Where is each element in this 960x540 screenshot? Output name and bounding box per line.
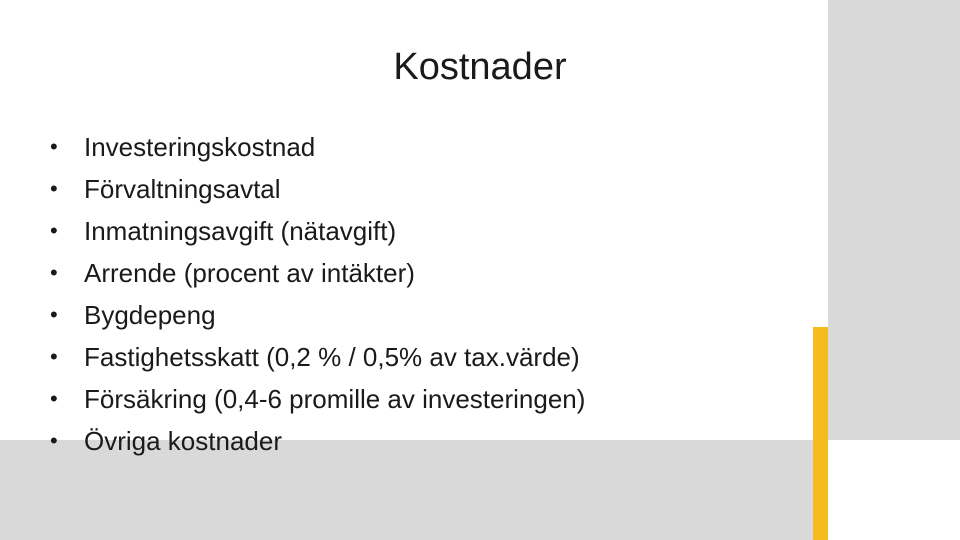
slide-title: Kostnader <box>393 46 567 88</box>
bullet-icon: • <box>50 428 58 453</box>
bullet-text: Inmatningsavgift (nätavgift) <box>84 216 397 246</box>
bullet-icon: • <box>50 218 58 243</box>
bullet-icon: • <box>50 344 58 369</box>
bullet-icon: • <box>50 302 58 327</box>
bullet-text: Arrende (procent av intäkter) <box>84 258 415 288</box>
decorative-white-band <box>828 440 960 540</box>
bullet-text: Bygdepeng <box>84 300 216 330</box>
bullet-text: Försäkring (0,4-6 promille av investeringen) <box>84 384 586 414</box>
bullet-text: Övriga kostnader <box>84 426 282 456</box>
accent-bar <box>813 327 828 540</box>
bullet-text: Förvaltningsavtal <box>84 174 281 204</box>
bullet-text: Investeringskostnad <box>84 132 316 162</box>
bullet-icon: • <box>50 386 58 411</box>
bullet-text: Fastighetsskatt (0,2 % / 0,5% av tax.värde) <box>84 342 580 372</box>
bullet-icon: • <box>50 176 58 201</box>
bullet-icon: • <box>50 260 58 285</box>
bullet-icon: • <box>50 134 58 159</box>
